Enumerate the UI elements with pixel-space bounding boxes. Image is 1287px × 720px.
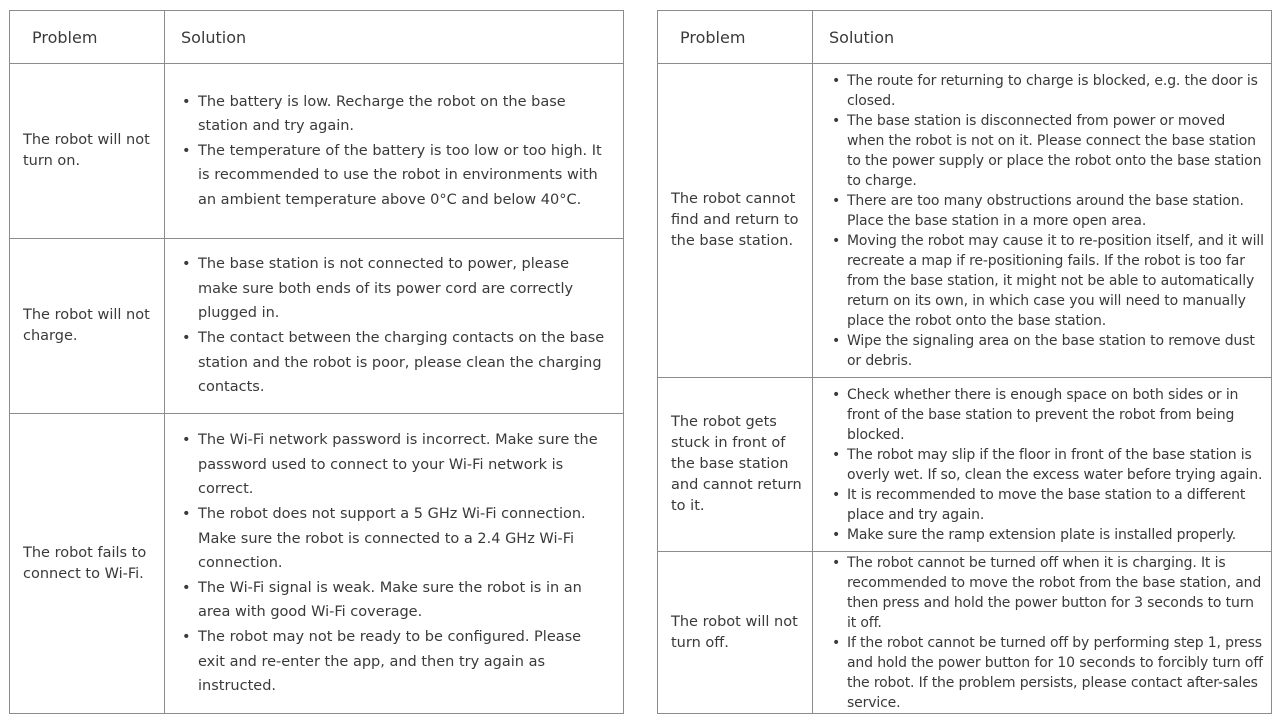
solution-item: • It is recommended to move the base station to a different place and try again.: [847, 485, 1265, 525]
problem-cell: The robot cannot find and return to the base station.: [658, 64, 813, 378]
solution-item: • Make sure the ramp extension plate is installed properly.: [847, 525, 1265, 545]
solution-list: [165, 428, 623, 699]
problem-cell: The robot gets stuck in front of the base station and cannot return to it.: [658, 378, 813, 552]
solution-item: • The robot cannot be turned off when it is charging. It is recommended to move the robot from the base station, and then press and hold the power button for 3 seconds to turn it off.: [847, 553, 1265, 633]
problem-cell: The robot will not turn off.: [658, 552, 813, 714]
problem-cell: The robot will not turn on.: [10, 64, 165, 239]
solution-list: [165, 252, 623, 400]
solution-item: • Check whether there is enough space on both sides or in front of the base station to prevent the robot from being blocked.: [847, 385, 1265, 445]
header-problem: Problem: [10, 11, 165, 64]
solution-cell: [165, 239, 624, 414]
solution-item: • The contact between the charging contacts on the base station and the robot is poor, please clean the charging contacts.: [198, 326, 611, 400]
header-solution: Solution: [813, 11, 1272, 64]
solution-cell: [813, 64, 1272, 378]
solution-item: • Moving the robot may cause it to re-position itself, and it will recreate a map if re-positioning fails. If the robot is too far from the base station, it might not be able to automatically return on its own, in which case you will need to manually place the robot onto the base station.: [847, 231, 1265, 331]
solution-item: • There are too many obstructions around the base station. Place the base station in a more open area.: [847, 191, 1265, 231]
solution-list: [813, 553, 1271, 713]
header-problem: Problem: [658, 11, 813, 64]
solution-item: • The route for returning to charge is blocked, e.g. the door is closed.: [847, 71, 1265, 111]
solution-item: • The robot may not be ready to be configured. Please exit and re-enter the app, and then try again as instructed.: [198, 625, 611, 699]
solution-item: • The base station is not connected to power, please make sure both ends of its power cord are correctly plugged in.: [198, 252, 611, 326]
problem-cell: The robot will not charge.: [10, 239, 165, 414]
table-row: [10, 64, 624, 239]
solution-cell: [165, 64, 624, 239]
solution-list: [165, 90, 623, 213]
solution-list: [813, 385, 1271, 545]
header-solution: Solution: [165, 11, 624, 64]
troubleshooting-table-right: [657, 10, 1272, 714]
header-row: [658, 11, 1272, 64]
table-row: [10, 239, 624, 414]
solution-cell: [813, 378, 1272, 552]
solution-cell: [165, 414, 624, 714]
solution-item: • The robot may slip if the floor in front of the base station is overly wet. If so, clean the excess water before trying again.: [847, 445, 1265, 485]
solution-item: • The Wi-Fi network password is incorrect. Make sure the password used to connect to your Wi-Fi network is correct.: [198, 428, 611, 502]
solution-item: • Wipe the signaling area on the base station to remove dust or debris.: [847, 331, 1265, 371]
solution-item: • If the robot cannot be turned off by performing step 1, press and hold the power button for 10 seconds to forcibly turn off the robot. If the problem persists, please contact after-sales service.: [847, 633, 1265, 713]
solution-list: [813, 71, 1271, 371]
solution-item: • The battery is low. Recharge the robot on the base station and try again.: [198, 90, 611, 139]
solution-item: • The temperature of the battery is too low or too high. It is recommended to use the robot in environments with an ambient temperature above 0°C and below 40°C.: [198, 139, 611, 213]
table-row: [10, 414, 624, 714]
table-row: [658, 64, 1272, 378]
troubleshooting-table-left: [9, 10, 624, 714]
solution-cell: [813, 552, 1272, 714]
table-row: [658, 378, 1272, 552]
solution-item: • The robot does not support a 5 GHz Wi-Fi connection. Make sure the robot is connected to a 2.4 GHz Wi-Fi connection.: [198, 502, 611, 576]
problem-cell: The robot fails to connect to Wi-Fi.: [10, 414, 165, 714]
header-row: [10, 11, 624, 64]
table-row: [658, 552, 1272, 714]
solution-item: • The base station is disconnected from power or moved when the robot is not on it. Please connect the base station to the power supply or place the robot onto the base station to charge.: [847, 111, 1265, 191]
solution-item: • The Wi-Fi signal is weak. Make sure the robot is in an area with good Wi-Fi coverage.: [198, 576, 611, 625]
